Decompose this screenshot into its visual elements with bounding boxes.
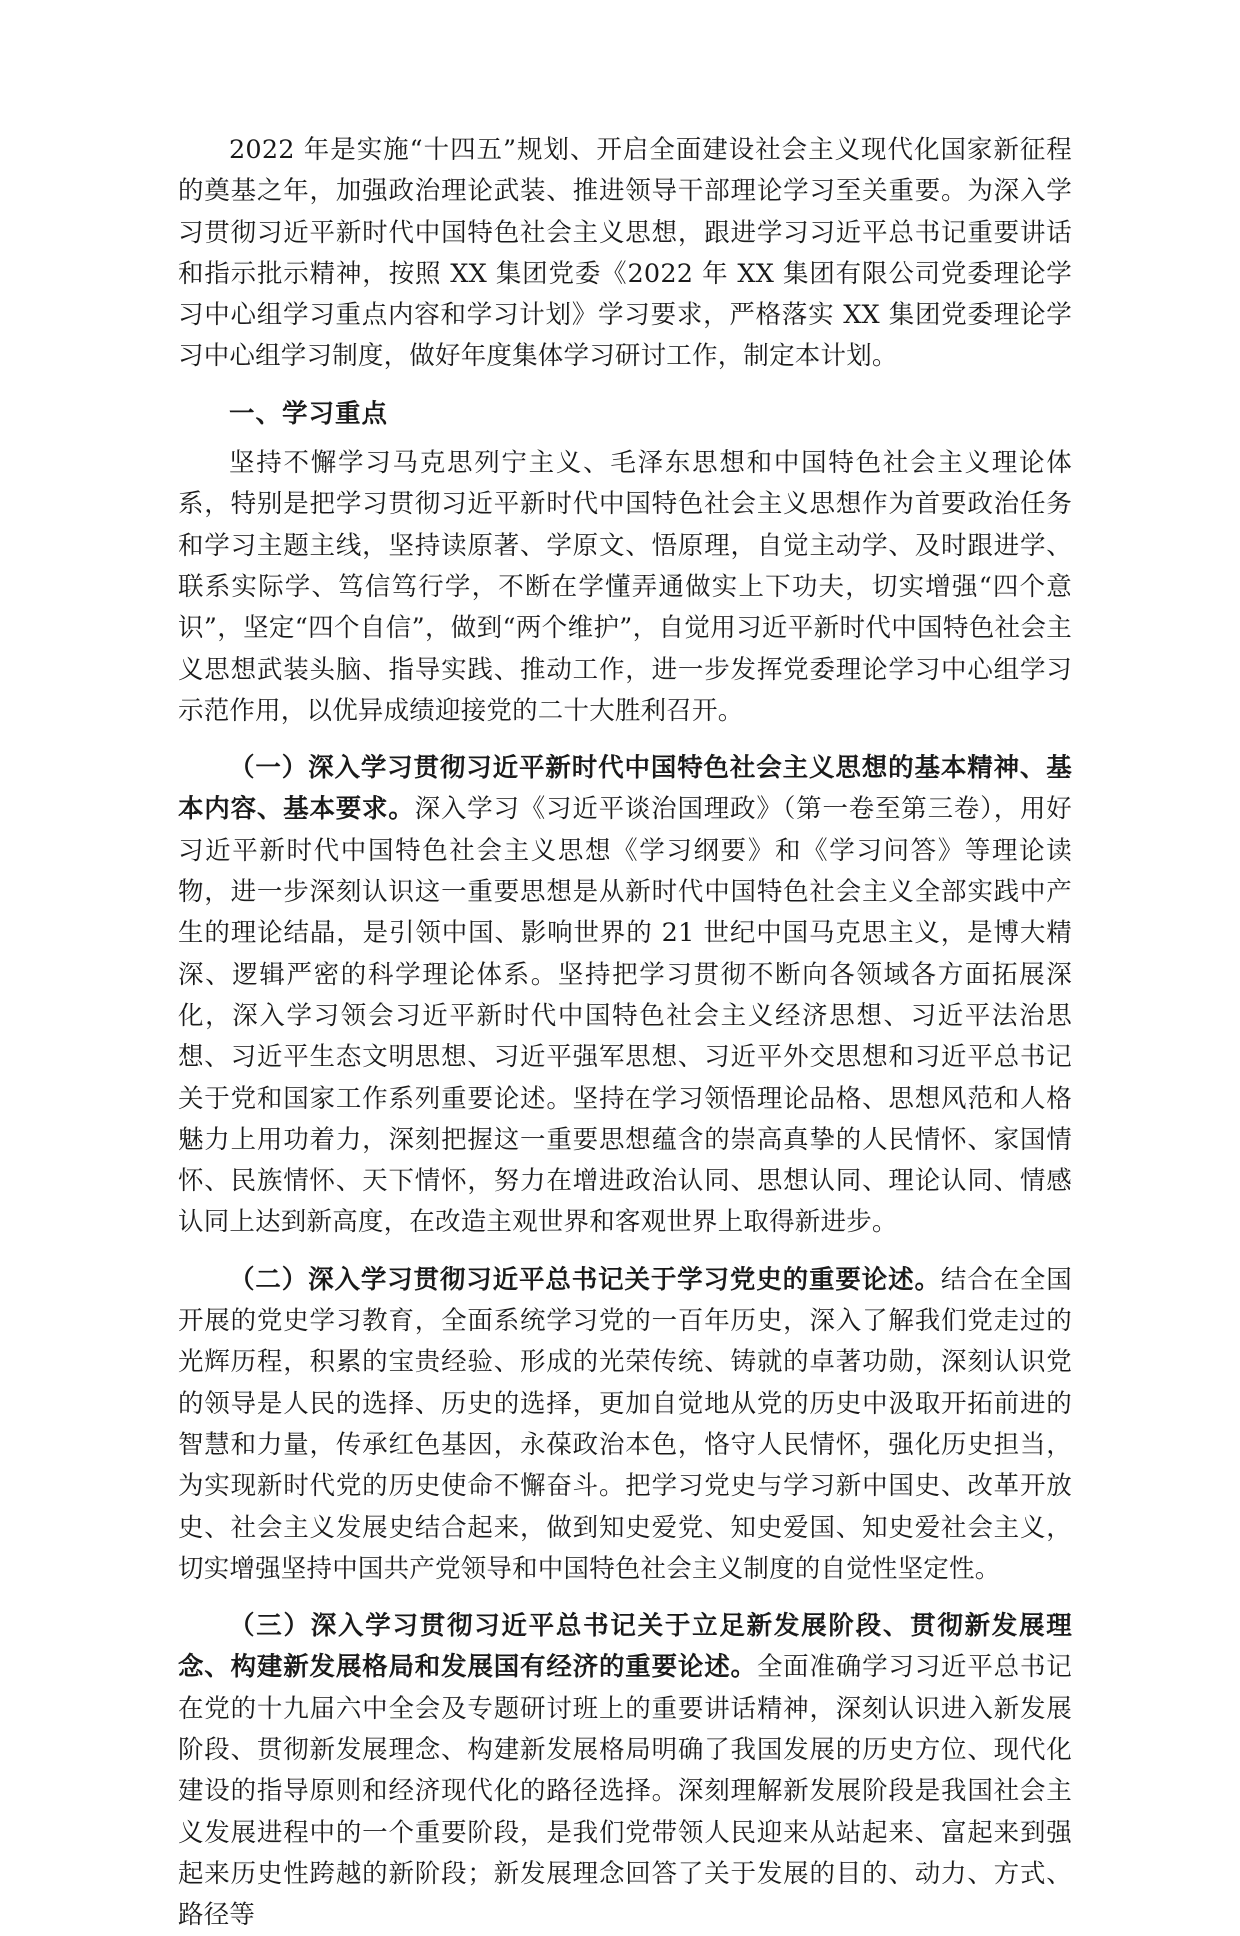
section-2-text: 结合在全国开展的党史学习教育，全面系统学习党的一百年历史，深入了解我们党走过的光辉历程，积累的宝贵经验、形成的光荣传统、铸就的卓著功勋，深刻认识党的领导是人民的选择、历史的选择，更加自觉地从党的历史中汲取开拓前进的智慧和力量，传承红色基因，永葆政治本色，恪守人民情怀，强化历史担当，为实现新时代党的历史使命不懈奋斗。把学习党史与学习新中国史、改革开放史、社会主义发展史结合起来，做到知史爱党、知史爱国、知史爱社会主义，切实增强坚持中国共产党领导和中国特色社会主义制度的自觉性坚定性。 bbox=[178, 1264, 1072, 1584]
section-heading-study-focus: 一、学习重点 bbox=[229, 398, 389, 429]
section-3-text: 全面准确学习习近平总书记在党的十九届六中全会及专题研讨班上的重要讲话精神，深刻认识进入新发展阶段、贯彻新发展理念、构建新发展格局明确了我国发展的历史方位、现代化建设的指导原则和经济现代化的路径选择。深刻理解新发展阶段是我国社会主义发展进程中的一个重要阶段，是我们党带领人民迎来从站起来、富起来到强起来历史性跨越的新阶段；新发展理念回答了关于发展的目的、动力、方式、路径等 bbox=[178, 1652, 1073, 1931]
section-2-paragraph bbox=[178, 1260, 1072, 1590]
document-body bbox=[178, 130, 1072, 1936]
section-1-lead: （一）深入学习贯彻习近平新时代中国特色社会主义思想的基本精神、基本内容、基本要求。 bbox=[178, 753, 1072, 825]
section-3-paragraph bbox=[178, 1606, 1072, 1936]
section-1-paragraph bbox=[178, 748, 1072, 1244]
section-3-lead: （三）深入学习贯彻习近平总书记关于立足新发展阶段、贯彻新发展理念、构建新发展格局和发展国有经济的重要论述。 bbox=[178, 1611, 1072, 1683]
study-focus-paragraph: 坚持不懈学习马克思列宁主义、毛泽东思想和中国特色社会主义理论体系，特别是把学习贯彻习近平新时代中国特色社会主义思想作为首要政治任务和学习主题主线，坚持读原著、学原文、悟原理，自觉主动学、及时跟进学、联系实际学、笃信笃行学，不断在学懂弄通做实上下功夫，切实增强“四个意识”，坚定“四个自信”，做到“两个维护”，自觉用习近平新时代中国特色社会主义思想武装头脑、指导实践、推动工作，进一步发挥党委理论学习中心组学习示范作用，以优异成绩迎接党的二十大胜利召开。 bbox=[178, 448, 1072, 726]
section-2-lead: （二）深入学习贯彻习近平总书记关于学习党史的重要论述。 bbox=[229, 1264, 941, 1295]
section-1-text: 深入学习《习近平谈治国理政》（第一卷至第三卷），用好习近平新时代中国特色社会主义思想《学习纲要》和《学习问答》等理论读物，进一步深刻认识这一重要思想是从新时代中国特色社会主义全部实践中产生的理论结晶，是引领中国、影响世界的 21 世纪中国马克思主义，是博大精深、逻辑严密的科学理论体系。坚持把学习贯彻不断向各领域各方面拓展深化，深入学习领会习近平新时代中国特色社会主义经济思想、习近平法治思想、习近平生态文明思想、习近平强军思想、习近平外交思想和习近平总书记关于党和国家工作系列重要论述。坚持在学习领悟理论品格、思想风范和人格魅力上用功着力，深刻把握这一重要思想蕴含的崇高真挚的人民情怀、家国情怀、民族情怀、天下情怀，努力在增进政治认同、思想认同、理论认同、情感认同上达到新高度，在改造主观世界和客观世界上取得新进步。 bbox=[178, 794, 1072, 1238]
intro-paragraph: 2022 年是实施“十四五”规划、开启全面建设社会主义现代化国家新征程的奠基之年，加强政治理论武装、推进领导干部理论学习至关重要。为深入学习贯彻习近平新时代中国特色社会主义思想，跟进学习习近平总书记重要讲话和指示批示精神，按照 XX 集团党委《2022 年 XX 集团有限公司党委理论学习中心组学习重点内容和学习计划》学习要求，严格落实 XX 集团党委理论学习中心组学习制度，做好年度集体学习研讨工作，制定本计划。 bbox=[178, 135, 1072, 372]
